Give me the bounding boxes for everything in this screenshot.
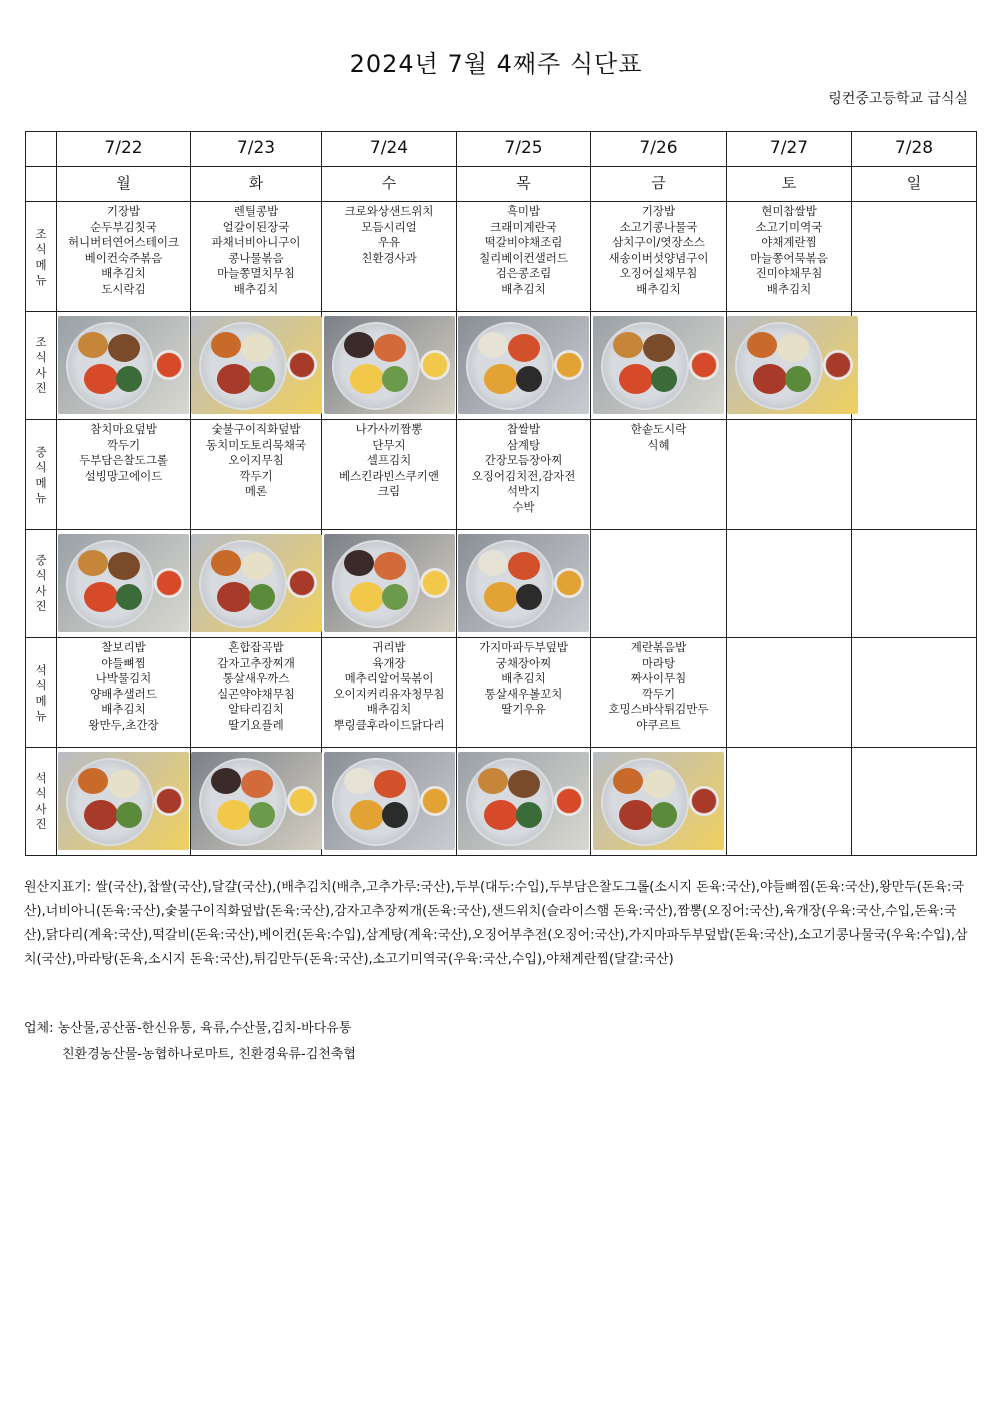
vendor-list — [24, 1016, 970, 1068]
menu-item: 찰보리밥 — [101, 640, 146, 654]
photo-cell — [591, 312, 727, 420]
food-shape — [116, 584, 142, 610]
soup-bowl-shape — [823, 350, 853, 380]
menu-item: 석박지 — [506, 484, 541, 498]
soup-bowl-shape — [420, 568, 450, 598]
menu-cell — [591, 420, 727, 530]
soup-bowl-shape — [554, 350, 584, 380]
row-label — [26, 312, 57, 420]
menu-item: 배추김치 — [233, 281, 279, 296]
vendor-line: 친환경농산물-농협하나로마트, 친환경육류-김천축협 — [62, 1047, 356, 1062]
menu-item: 새송이버섯양념구이 — [608, 250, 709, 265]
menu-item: 왕만두,초간장 — [88, 717, 159, 732]
menu-item: 진미야채무침 — [755, 266, 823, 280]
menu-item: 배추김치 — [366, 702, 412, 716]
menu-item: 간장모듬장아찌 — [484, 453, 563, 467]
menu-item: 오징어실채무침 — [619, 266, 698, 280]
menu-item: 깍두기 — [641, 686, 676, 701]
food-shape — [785, 366, 811, 392]
breakfast-photo-row — [26, 312, 977, 420]
food-shape — [108, 334, 140, 362]
food-shape — [516, 584, 542, 610]
menu-cell — [191, 420, 322, 530]
meal-photo — [191, 752, 322, 850]
lunch-photo-row — [26, 530, 977, 638]
food-shape — [508, 770, 540, 798]
menu-item: 칠리베이컨샐러드 — [479, 250, 568, 265]
menu-item: 베이컨숙주볶음 — [84, 250, 163, 265]
food-shape — [241, 770, 273, 798]
row-label-char: 진 — [35, 817, 47, 831]
food-shape — [211, 332, 241, 358]
photo-cell — [591, 748, 727, 856]
row-label-char: 사 — [35, 583, 47, 598]
menu-item: 기장밥 — [106, 204, 141, 218]
menu-item: 허니버터연어스테이크 — [67, 235, 180, 249]
photo-cell — [727, 748, 852, 856]
menu-item: 모듬시리얼 — [361, 219, 417, 234]
soup-bowl-shape — [689, 350, 719, 380]
menu-item: 궁채장아찌 — [495, 655, 552, 670]
menu-cell — [322, 202, 457, 312]
menu-item: 얼갈이된장국 — [222, 219, 290, 234]
menu-item: 가지마파두부덮밥 — [479, 640, 568, 654]
soup-bowl-shape — [287, 786, 317, 816]
meal-photo — [458, 752, 589, 850]
food-shape — [613, 332, 643, 358]
food-shape — [643, 770, 675, 798]
lunch-menu-row — [26, 420, 977, 530]
menu-item: 오이지커리유자청무침 — [333, 686, 445, 701]
photo-cell — [322, 748, 457, 856]
menu-item: 소고기콩나물국 — [619, 219, 698, 234]
menu-item: 배추김치 — [101, 702, 146, 716]
corner-cell — [26, 167, 57, 202]
food-shape — [344, 550, 374, 576]
photo-cell — [322, 312, 457, 420]
menu-item: 호밍스바삭튀김만두 — [608, 702, 709, 716]
menu-item: 깍두기 — [239, 468, 273, 483]
day-cell: 수 — [322, 167, 457, 202]
soup-bowl-shape — [154, 786, 184, 816]
meal-photo — [324, 534, 455, 632]
photo-cell — [322, 530, 457, 638]
row-label-char: 식 — [35, 568, 47, 582]
food-shape — [241, 334, 273, 362]
origin-notes: 원산지표기: 쌀(국산),찹쌀(국산),달걀(국산),(배추김치(배추,고추가루:국산),두부(대두:수입),두부담은찰도그롤(소시지 돈육:국산),야들뼈찜(돈육:국산),왕만두(돈육:국산),너비아니(돈육:국산),숯불구이직화덮밥(돈육:국산),감자고추장찌개(돈육:국산),샌드위치(슬라이스햄 돈육:국산),짬뽕(오징어:국산),육개장(우육:국산,수입,돈육:국산),닭다리(계육:국산),떡갈비(돈육:국산),베이컨(돈육:수입),삼계탕(계육:국산),오징어부추전(오징어:국산),가지마파두부덮밥(돈육:국산),소고기콩나물국(우육:수입),삼치(국산),마라탕(돈육,소시지 돈육:국산),튀김만두(돈육:국산),소고기미역국(우육:국산,수입),야채계란찜(달걀:국산) — [24, 880, 968, 967]
meal-photo — [458, 316, 589, 414]
menu-cell — [57, 420, 191, 530]
photo-cell — [727, 312, 852, 420]
soup-bowl-shape — [420, 786, 450, 816]
meal-photo — [58, 316, 189, 414]
photo-cell — [191, 312, 322, 420]
soup-bowl-shape — [420, 350, 450, 380]
food-shape — [651, 366, 677, 392]
dinner-photo-row — [26, 748, 977, 856]
food-shape — [217, 364, 251, 394]
food-shape — [747, 332, 777, 358]
food-shape — [108, 552, 140, 580]
row-label-char: 사 — [35, 365, 47, 380]
row-label-char: 식 — [35, 242, 47, 256]
menu-cell — [852, 202, 977, 312]
food-shape — [116, 366, 142, 392]
meal-photo — [191, 534, 322, 632]
food-shape — [484, 364, 518, 394]
menu-item: 베스킨라빈스쿠키앤 — [339, 468, 439, 483]
row-label — [26, 530, 57, 638]
menu-item: 오징어김치전,감자전 — [471, 468, 576, 483]
menu-item: 현미찹쌀밥 — [761, 204, 817, 218]
food-shape — [249, 802, 275, 828]
food-shape — [516, 366, 542, 392]
food-shape — [613, 768, 643, 794]
food-shape — [116, 802, 142, 828]
row-label — [26, 638, 57, 748]
menu-item: 파채너비아니구이 — [211, 235, 301, 249]
menu-item: 흑미밥 — [506, 204, 541, 218]
photo-cell — [591, 530, 727, 638]
menu-item: 순두부김칫국 — [90, 219, 157, 234]
menu-item: 삼치구이/엿장소스 — [612, 235, 705, 249]
menu-item: 도시락김 — [101, 281, 146, 296]
menu-item: 한솥도시락 — [630, 422, 687, 436]
breakfast-menu-row — [26, 202, 977, 312]
row-label — [26, 748, 57, 856]
row-label-char: 뉴 — [35, 491, 47, 505]
menu-item: 통살새우볼꼬치 — [484, 686, 563, 701]
food-shape — [108, 770, 140, 798]
row-label-char: 식 — [35, 786, 47, 800]
menu-item: 야쿠르트 — [636, 717, 681, 732]
menu-item: 친환경사과 — [361, 250, 417, 265]
menu-cell — [191, 638, 322, 748]
menu-item: 소고기미역국 — [755, 219, 823, 234]
date-cell: 7/24 — [322, 132, 457, 167]
day-cell: 금 — [591, 167, 727, 202]
row-label-char: 뉴 — [35, 273, 47, 287]
food-shape — [374, 334, 406, 362]
menu-item: 귀리밥 — [372, 640, 406, 654]
soup-bowl-shape — [554, 568, 584, 598]
menu-cell — [591, 638, 727, 748]
menu-item: 알타리김치 — [228, 702, 284, 716]
menu-item: 참치마요덮밥 — [90, 422, 157, 436]
menu-item: 메추리알어묵볶이 — [344, 671, 434, 685]
menu-item: 수박 — [512, 499, 535, 514]
menu-item: 배추김치 — [101, 266, 146, 280]
soup-bowl-shape — [554, 786, 584, 816]
menu-item: 배추김치 — [636, 281, 681, 296]
row-label-char: 식 — [35, 350, 47, 364]
row-label — [26, 202, 57, 312]
menu-item: 식혜 — [647, 437, 670, 452]
soup-bowl-shape — [154, 350, 184, 380]
menu-item: 찹쌀밥 — [506, 422, 541, 436]
food-shape — [777, 334, 809, 362]
food-shape — [516, 802, 542, 828]
menu-item: 검은콩조림 — [495, 266, 552, 280]
menu-item: 딸기우유 — [501, 702, 546, 716]
photo-cell — [852, 530, 977, 638]
photo-cell — [727, 530, 852, 638]
menu-cell — [591, 202, 727, 312]
menu-cell — [727, 202, 852, 312]
food-shape — [382, 802, 408, 828]
menu-item: 단무지 — [372, 437, 406, 452]
menu-cell — [727, 420, 852, 530]
menu-item: 뿌링클후라이드닭다리 — [333, 717, 445, 732]
menu-table — [25, 131, 977, 856]
soup-bowl-shape — [287, 568, 317, 598]
menu-item: 야들뼈찜 — [101, 655, 146, 670]
meal-photo — [593, 316, 724, 414]
menu-item: 크래미계란국 — [490, 219, 557, 234]
menu-item: 양배추샐러드 — [90, 686, 157, 701]
row-label-char: 진 — [35, 599, 47, 613]
photo-cell — [191, 748, 322, 856]
row-label-char: 중 — [35, 552, 47, 567]
food-shape — [478, 550, 508, 576]
food-shape — [344, 768, 374, 794]
menu-item: 배추김치 — [501, 671, 546, 685]
day-cell: 목 — [457, 167, 591, 202]
photo-cell — [191, 530, 322, 638]
day-cell: 화 — [191, 167, 322, 202]
menu-item: 혼합잡곡밥 — [228, 640, 284, 654]
menu-item: 우유 — [377, 235, 401, 249]
menu-item: 감자고추장찌개 — [217, 655, 295, 670]
row-label-char: 메 — [35, 475, 47, 490]
row-label-char: 석 — [35, 662, 47, 677]
menu-item: 설빙망고에이드 — [84, 468, 163, 483]
food-shape — [217, 800, 251, 830]
food-shape — [484, 582, 518, 612]
menu-item: 오이지무침 — [228, 453, 284, 467]
menu-item: 떡갈비야채조림 — [484, 235, 563, 249]
photo-cell — [852, 312, 977, 420]
photo-cell — [852, 748, 977, 856]
food-shape — [508, 334, 540, 362]
meal-photo — [458, 534, 589, 632]
photo-cell — [457, 748, 591, 856]
vendor-line: 업체: 농산물,공산품-한신유통, 육류,수산물,김치-바다유통 — [24, 1021, 352, 1036]
menu-item: 계란볶음밥 — [630, 640, 687, 654]
food-shape — [344, 332, 374, 358]
meal-photo — [58, 534, 189, 632]
date-row — [26, 132, 977, 167]
food-shape — [478, 768, 508, 794]
menu-item: 숯불구이직화덮밥 — [211, 422, 301, 436]
corner-cell — [26, 132, 57, 167]
menu-cell — [457, 420, 591, 530]
menu-item: 실곤약야채무침 — [217, 686, 295, 701]
date-cell: 7/26 — [591, 132, 727, 167]
menu-item: 크로와상샌드위치 — [344, 204, 434, 218]
row-label-char: 조 — [35, 334, 47, 349]
menu-item: 두부담은찰도그롤 — [79, 453, 168, 467]
row-label — [26, 420, 57, 530]
dinner-menu-row — [26, 638, 977, 748]
menu-item: 마늘쫑멸치무침 — [217, 266, 295, 280]
meal-photo — [324, 752, 455, 850]
food-shape — [374, 770, 406, 798]
menu-item: 동치미도토리묵채국 — [206, 437, 306, 452]
meal-photo — [58, 752, 189, 850]
food-shape — [78, 550, 108, 576]
food-shape — [84, 364, 118, 394]
photo-cell — [457, 312, 591, 420]
row-label-char: 식 — [35, 678, 47, 692]
food-shape — [619, 364, 653, 394]
day-cell: 일 — [852, 167, 977, 202]
food-shape — [211, 768, 241, 794]
menu-item: 콩나물볶음 — [228, 250, 284, 265]
menu-cell — [322, 420, 457, 530]
food-shape — [211, 550, 241, 576]
row-label-char: 뉴 — [35, 709, 47, 723]
menu-item: 삼계탕 — [506, 437, 541, 452]
meal-photo — [191, 316, 322, 414]
date-cell: 7/25 — [457, 132, 591, 167]
food-shape — [508, 552, 540, 580]
page-title: 2024년 7월 4째주 식단표 — [349, 50, 643, 78]
menu-item: 딸기요플레 — [228, 717, 284, 732]
menu-cell — [852, 420, 977, 530]
soup-bowl-shape — [689, 786, 719, 816]
food-shape — [643, 334, 675, 362]
menu-item: 통살새우까스 — [222, 671, 290, 685]
food-shape — [249, 584, 275, 610]
food-shape — [484, 800, 518, 830]
row-label-char: 조 — [35, 226, 47, 241]
menu-item: 나박물김치 — [95, 671, 152, 685]
meal-photo — [727, 316, 858, 414]
row-label-char: 중 — [35, 444, 47, 459]
food-shape — [241, 552, 273, 580]
food-shape — [619, 800, 653, 830]
date-cell: 7/22 — [57, 132, 191, 167]
school-name: 링컨중고등학교 급식실 — [828, 91, 968, 107]
menu-item: 마늘쫑어묵볶음 — [750, 250, 828, 265]
menu-item: 마라탕 — [641, 655, 676, 670]
food-shape — [249, 366, 275, 392]
date-cell: 7/28 — [852, 132, 977, 167]
food-shape — [651, 802, 677, 828]
date-cell: 7/27 — [727, 132, 852, 167]
menu-item: 짜사이무침 — [630, 671, 687, 685]
food-shape — [350, 800, 384, 830]
soup-bowl-shape — [287, 350, 317, 380]
menu-item: 배추김치 — [766, 281, 812, 296]
food-shape — [753, 364, 787, 394]
menu-item: 나가사끼짬뽕 — [355, 422, 423, 436]
menu-cell — [457, 638, 591, 748]
day-cell: 월 — [57, 167, 191, 202]
food-shape — [382, 366, 408, 392]
menu-item: 야채계란찜 — [761, 235, 817, 249]
menu-item: 배추김치 — [501, 281, 546, 296]
meal-photo — [324, 316, 455, 414]
day-cell: 토 — [727, 167, 852, 202]
row-label-char: 진 — [35, 381, 47, 395]
menu-item: 기장밥 — [641, 204, 676, 218]
soup-bowl-shape — [154, 568, 184, 598]
food-shape — [382, 584, 408, 610]
menu-cell — [727, 638, 852, 748]
menu-cell — [57, 638, 191, 748]
menu-item: 육개장 — [372, 655, 406, 670]
photo-cell — [57, 312, 191, 420]
food-shape — [217, 582, 251, 612]
menu-cell — [457, 202, 591, 312]
menu-cell — [322, 638, 457, 748]
food-shape — [350, 364, 384, 394]
row-label-char: 사 — [35, 801, 47, 816]
menu-item: 크림 — [377, 484, 401, 498]
menu-cell — [852, 638, 977, 748]
photo-cell — [457, 530, 591, 638]
row-label-char: 식 — [35, 460, 47, 474]
row-label-char: 메 — [35, 257, 47, 272]
menu-item: 셀프김치 — [366, 453, 412, 467]
day-row — [26, 167, 977, 202]
food-shape — [84, 800, 118, 830]
food-shape — [478, 332, 508, 358]
menu-cell — [57, 202, 191, 312]
menu-cell — [191, 202, 322, 312]
photo-cell — [57, 530, 191, 638]
meal-photo — [593, 752, 724, 850]
menu-item: 메론 — [244, 484, 268, 498]
menu-item: 렌틸콩밥 — [233, 204, 279, 218]
date-cell: 7/23 — [191, 132, 322, 167]
food-shape — [374, 552, 406, 580]
menu-item: 깍두기 — [106, 437, 141, 452]
food-shape — [350, 582, 384, 612]
food-shape — [84, 582, 118, 612]
row-label-char: 메 — [35, 693, 47, 708]
food-shape — [78, 332, 108, 358]
photo-cell — [57, 748, 191, 856]
row-label-char: 석 — [35, 770, 47, 785]
food-shape — [78, 768, 108, 794]
